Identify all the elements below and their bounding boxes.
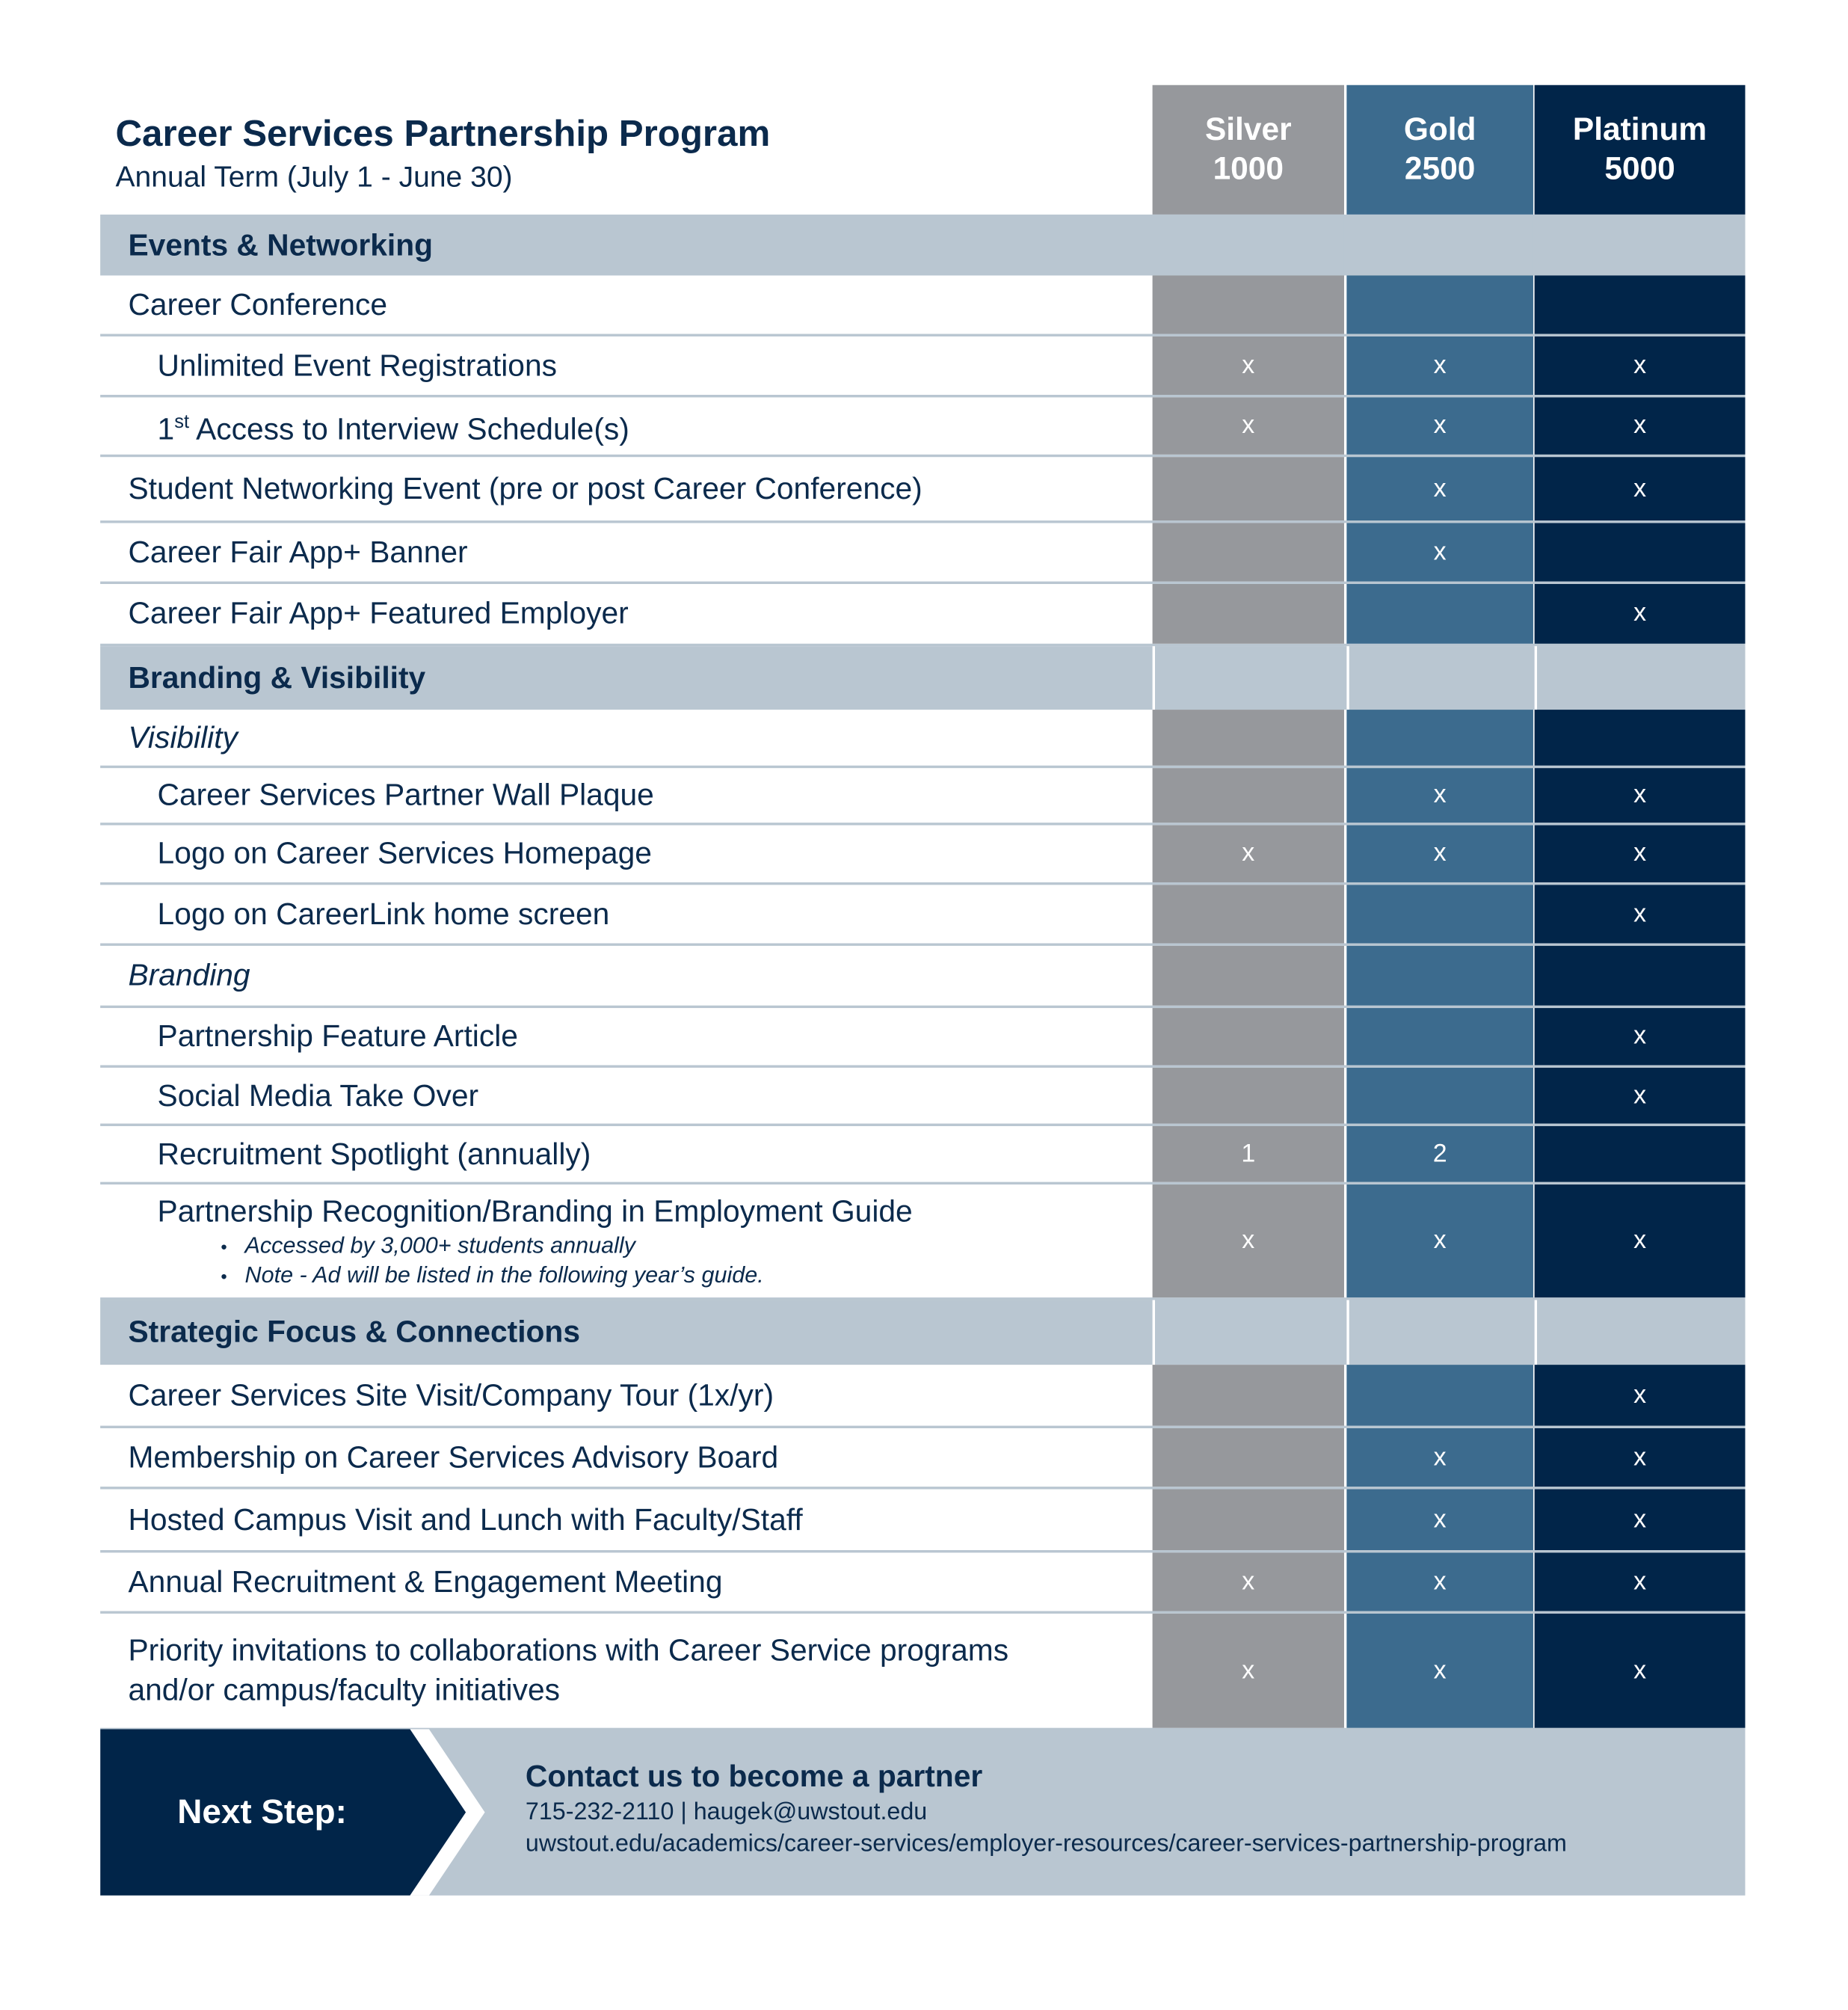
tier-name-platinum: Platinum	[1572, 111, 1707, 147]
benefit-label	[100, 336, 1152, 395]
tier-cell-silver: 1	[1153, 1126, 1344, 1182]
tier-cell-platinum	[1535, 1300, 1746, 1365]
benefit-label	[100, 710, 1152, 766]
benefit-label	[100, 457, 1152, 520]
tier-cell-gold	[1346, 1068, 1533, 1124]
tier-cell-silver	[1153, 584, 1344, 644]
section-title	[100, 1300, 1152, 1365]
tier-cell-silver: x	[1153, 1614, 1344, 1728]
benefit-label-text: Membership on Career Services Advisory Board	[128, 1440, 779, 1475]
benefit-label	[100, 885, 1152, 943]
tier-cell-platinum	[1535, 646, 1746, 710]
benefit-label	[100, 1490, 1152, 1550]
benefit-row	[100, 1126, 1745, 1184]
tier-cell-platinum	[1535, 946, 1746, 1006]
benefit-label	[100, 275, 1152, 334]
benefit-label-text: Career Fair App+ Banner	[128, 535, 468, 570]
tier-cell-platinum: x	[1535, 457, 1746, 520]
benefit-row	[100, 523, 1745, 583]
tier-cell-gold: x	[1346, 1614, 1533, 1728]
tier-cell-silver: x	[1153, 336, 1344, 395]
benefit-note-item: • Accessed by 3,000+ students annually	[221, 1232, 1152, 1261]
tier-cell-silver	[1153, 275, 1344, 334]
tier-name-silver: Silver	[1204, 111, 1292, 147]
benefit-label	[100, 1068, 1152, 1124]
benefit-label	[100, 826, 1152, 882]
benefit-row	[100, 336, 1745, 397]
tier-cell-platinum	[1535, 215, 1746, 275]
benefit-row	[100, 1008, 1745, 1068]
tier-cell-gold	[1346, 584, 1533, 644]
tier-cell-platinum: x	[1535, 885, 1746, 943]
tier-cell-silver	[1153, 215, 1344, 275]
tier-cell-silver	[1153, 457, 1344, 520]
tier-cell-silver	[1153, 1008, 1344, 1065]
benefit-row	[100, 1428, 1745, 1489]
tier-cell-platinum	[1535, 710, 1746, 766]
tier-cell-gold	[1346, 215, 1533, 275]
tier-cell-silver	[1153, 1300, 1344, 1365]
next-step-banner	[100, 1729, 1745, 1895]
benefit-row	[100, 584, 1745, 646]
benefit-row	[100, 710, 1745, 768]
section-title-text: Events & Networking	[128, 227, 434, 262]
benefit-row	[100, 885, 1745, 945]
tier-cell-gold	[1346, 885, 1533, 943]
tier-cell-gold: x	[1346, 397, 1533, 454]
tier-cell-silver	[1153, 646, 1344, 710]
benefit-label	[100, 1008, 1152, 1065]
benefit-row	[100, 397, 1745, 457]
tier-cell-gold	[1346, 1300, 1533, 1365]
tier-cell-gold: x	[1346, 1552, 1533, 1611]
benefit-row	[100, 1184, 1745, 1300]
benefit-label-text: Branding	[128, 958, 250, 993]
benefit-row	[100, 1365, 1745, 1428]
page-title: Career Services Partnership Program	[115, 114, 771, 156]
section-header-row	[100, 646, 1745, 710]
label-rest: Access to Interview Schedule(s)	[189, 412, 629, 447]
benefit-row	[100, 946, 1745, 1008]
tier-cell-silver: x	[1153, 1552, 1344, 1611]
tier-cell-platinum: x	[1535, 768, 1746, 823]
benefit-row	[100, 826, 1745, 885]
tier-cell-silver	[1153, 523, 1344, 581]
tier-cell-platinum: x	[1535, 336, 1746, 395]
benefit-row	[100, 1614, 1745, 1730]
benefit-row	[100, 275, 1745, 336]
tier-cell-gold: x	[1346, 1428, 1533, 1487]
page-subtitle: Annual Term (July 1 - June 30)	[115, 159, 513, 194]
benefit-label	[100, 584, 1152, 644]
tier-cell-platinum	[1535, 1126, 1746, 1182]
benefit-row	[100, 768, 1745, 825]
benefit-label-text: Logo on CareerLink home screen	[157, 897, 610, 932]
tier-cell-platinum: x	[1535, 1552, 1746, 1611]
tier-amount-platinum: 5000	[1604, 151, 1675, 187]
benefit-label	[100, 1552, 1152, 1611]
benefits-table	[100, 215, 1745, 1730]
section-title-text: Strategic Focus & Connections	[128, 1315, 581, 1350]
tier-cell-platinum	[1535, 523, 1746, 581]
benefit-label-text: Visibility	[128, 720, 238, 755]
tier-header-gold	[1346, 85, 1533, 215]
title-block	[115, 111, 770, 195]
benefit-label-text: Career Services Partner Wall Plaque	[157, 778, 654, 813]
tier-cell-gold	[1346, 646, 1533, 710]
contact-info	[526, 1757, 1567, 1860]
section-title	[100, 646, 1152, 710]
tier-amount-silver: 1000	[1213, 151, 1284, 187]
tier-amount-gold: 2500	[1404, 151, 1476, 187]
benefit-row	[100, 1490, 1745, 1553]
section-title	[100, 215, 1152, 275]
next-step-label: Next Step:	[177, 1792, 347, 1831]
benefit-label-text: Unlimited Event Registrations	[157, 348, 558, 383]
tier-cell-gold: x	[1346, 768, 1533, 823]
tier-cell-platinum: x	[1535, 584, 1746, 644]
benefit-label	[100, 1126, 1152, 1182]
benefit-row	[100, 457, 1745, 523]
tier-cell-silver	[1153, 1428, 1344, 1487]
benefit-label	[100, 1365, 1152, 1425]
tier-cell-gold	[1346, 1365, 1533, 1425]
benefit-label-text: Student Networking Event (pre or post Career Conference)	[128, 471, 923, 506]
benefit-label-text: Annual Recruitment & Engagement Meeting	[128, 1564, 723, 1599]
tier-cell-platinum: x	[1535, 826, 1746, 882]
tier-cell-gold: x	[1346, 336, 1533, 395]
benefit-label-text: Hosted Campus Visit and Lunch with Faculty/Staff	[128, 1502, 803, 1537]
benefit-label	[100, 768, 1152, 823]
tier-cell-gold: x	[1346, 826, 1533, 882]
tier-cell-silver	[1153, 1068, 1344, 1124]
benefit-label-text: Career Services Site Visit/Company Tour (1x/yr)	[128, 1377, 774, 1413]
benefit-label-text: Logo on Career Services Homepage	[157, 836, 652, 871]
benefit-label-text	[158, 402, 1153, 449]
tier-cell-platinum: x	[1535, 1428, 1746, 1487]
contact-title: Contact us to become a partner	[525, 1759, 983, 1794]
benefit-label-text: Partnership Recognition/Branding in Employment Guide	[157, 1194, 913, 1229]
benefit-label-text: Career Fair App+ Featured Employer	[128, 596, 629, 631]
tier-cell-platinum: x	[1535, 397, 1746, 454]
tier-cell-silver	[1153, 1490, 1344, 1550]
tier-cell-gold: x	[1346, 457, 1533, 520]
tier-cell-platinum: x	[1535, 1614, 1746, 1728]
tier-cell-gold	[1346, 946, 1533, 1006]
label-superscript: st	[174, 411, 190, 433]
tier-cell-platinum	[1535, 275, 1746, 334]
benefit-label-line: Priority invitations to collaborations with Career Service programs	[128, 1634, 1009, 1668]
tier-cell-platinum: x	[1535, 1184, 1746, 1297]
tier-cell-gold	[1346, 1008, 1533, 1065]
tier-header-silver	[1153, 85, 1344, 215]
tier-cell-silver	[1153, 710, 1344, 766]
tier-cell-gold	[1346, 710, 1533, 766]
tier-cell-gold: x	[1346, 523, 1533, 581]
section-header-row	[100, 1300, 1745, 1365]
benefit-label	[100, 1614, 1152, 1728]
benefit-row	[100, 1068, 1745, 1126]
section-header-row	[100, 215, 1745, 275]
benefit-label-line: and/or campus/faculty initiatives	[128, 1673, 561, 1708]
tier-cell-gold	[1346, 275, 1533, 334]
benefit-label-text: Career Conference	[128, 287, 388, 322]
tier-cell-gold: 2	[1346, 1126, 1533, 1182]
section-title-text: Branding & Visibility	[128, 660, 426, 695]
benefit-label	[100, 946, 1152, 1006]
contact-url: uwstout.edu/academics/career-services/employer-resources/career-services-partnership-program	[525, 1831, 1567, 1857]
tier-cell-silver	[1153, 768, 1344, 823]
tier-cell-silver	[1153, 1365, 1344, 1425]
tier-cell-silver: x	[1153, 397, 1344, 454]
benefit-notes	[158, 1232, 1153, 1290]
tier-cell-platinum: x	[1535, 1365, 1746, 1425]
tier-cell-gold: x	[1346, 1490, 1533, 1550]
tier-cell-silver	[1153, 946, 1344, 1006]
benefit-label-text: Partnership Feature Article	[157, 1019, 518, 1054]
tier-cell-silver: x	[1153, 1184, 1344, 1297]
tier-cell-gold: x	[1346, 1184, 1533, 1297]
benefit-label	[100, 523, 1152, 581]
benefit-label-text: Social Media Take Over	[157, 1078, 479, 1113]
tier-cell-platinum: x	[1535, 1068, 1746, 1124]
tier-cell-silver: x	[1153, 826, 1344, 882]
tier-header-platinum	[1535, 85, 1746, 215]
benefit-label	[100, 397, 1152, 454]
tier-name-gold: Gold	[1403, 111, 1476, 147]
benefit-row	[100, 1552, 1745, 1613]
contact-phone-email: 715-232-2110 | haugek@uwstout.edu	[525, 1798, 928, 1826]
label-ordinal: 1	[157, 412, 175, 447]
benefit-label	[100, 1428, 1152, 1487]
benefit-label-text: Recruitment Spotlight (annually)	[157, 1137, 591, 1172]
tier-cell-silver	[1153, 885, 1344, 943]
tier-cell-platinum: x	[1535, 1490, 1746, 1550]
benefit-note-item: • Note - Ad will be listed in the following year’s guide.	[221, 1261, 1152, 1290]
tier-cell-platinum: x	[1535, 1008, 1746, 1065]
benefit-label	[100, 1184, 1152, 1297]
